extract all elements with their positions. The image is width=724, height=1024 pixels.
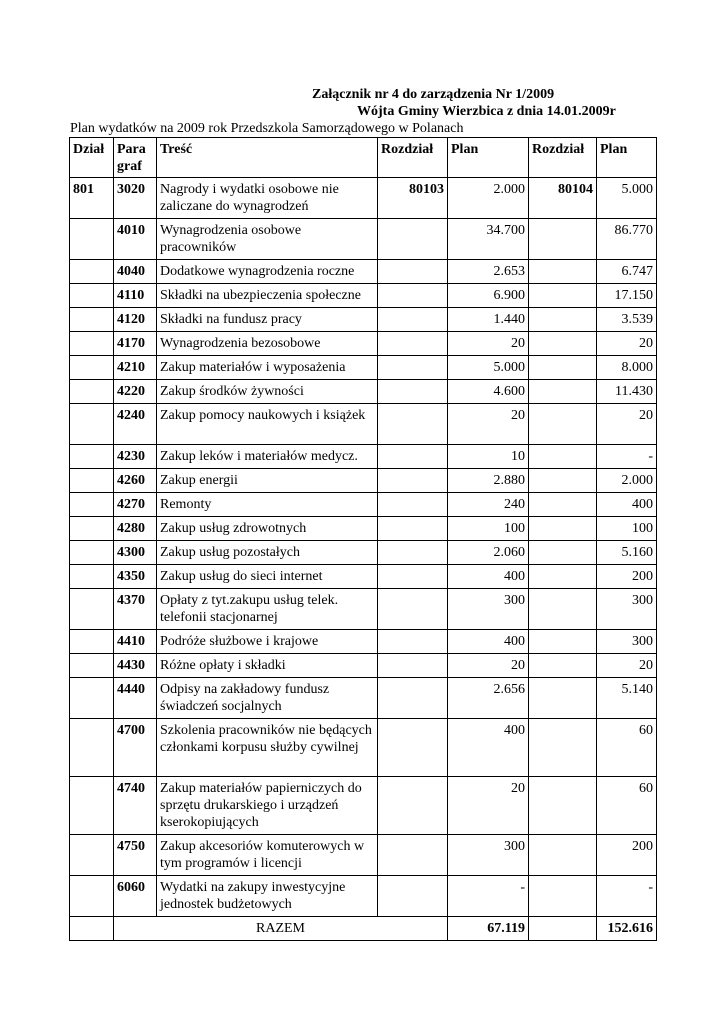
plan-a-cell: 400	[448, 719, 529, 777]
rozdzial-a-cell	[378, 517, 448, 541]
rozdzial-a-cell	[378, 356, 448, 380]
rozdzial-b-cell	[529, 404, 597, 445]
rozdzial-b-cell	[529, 835, 597, 876]
paragraf-cell: 3020	[114, 178, 157, 219]
plan-b-cell: 20	[597, 332, 657, 356]
rozdzial-b-cell	[529, 284, 597, 308]
plan-a-cell: 20	[448, 404, 529, 445]
rozdzial-a-cell	[378, 380, 448, 404]
tresc-cell: Podróże służbowe i krajowe	[157, 630, 378, 654]
plan-a-cell: 400	[448, 630, 529, 654]
rozdzial-a-cell	[378, 565, 448, 589]
plan-a-cell: 10	[448, 445, 529, 469]
total-plan-a: 67.119	[448, 917, 529, 941]
table-row	[70, 517, 657, 541]
dzial-cell	[70, 517, 114, 541]
tresc-cell: Składki na ubezpieczenia społeczne	[157, 284, 378, 308]
rozdzial-b-cell	[529, 630, 597, 654]
tresc-cell: Zakup usług do sieci internet	[157, 565, 378, 589]
plan-b-cell: 400	[597, 493, 657, 517]
rozdzial-b-cell	[529, 332, 597, 356]
paragraf-cell: 4110	[114, 284, 157, 308]
tresc-cell: Wynagrodzenia bezosobowe	[157, 332, 378, 356]
dzial-cell	[70, 541, 114, 565]
plan-b-cell: 300	[597, 630, 657, 654]
col-header-rozdzial-a: Rozdział	[378, 138, 448, 178]
col-header-plan-a: Plan	[448, 138, 529, 178]
tresc-cell: Remonty	[157, 493, 378, 517]
tresc-cell: Zakup środków żywności	[157, 380, 378, 404]
table-header-row	[70, 138, 657, 178]
rozdzial-a-cell	[378, 219, 448, 260]
plan-b-cell: 20	[597, 404, 657, 445]
col-header-plan-b: Plan	[597, 138, 657, 178]
plan-a-cell: 2.000	[448, 178, 529, 219]
plan-a-cell: 400	[448, 565, 529, 589]
rozdzial-b-cell	[529, 469, 597, 493]
col-header-tresc: Treść	[157, 138, 378, 178]
paragraf-cell: 4230	[114, 445, 157, 469]
rozdzial-b-cell	[529, 219, 597, 260]
plan-a-cell: 100	[448, 517, 529, 541]
budget-table	[69, 137, 657, 941]
tresc-cell: Opłaty z tyt.zakupu usług telek. telefonii stacjonarnej	[157, 589, 378, 630]
col-header-dzial: Dział	[70, 138, 114, 178]
total-label: RAZEM	[114, 917, 448, 941]
paragraf-cell: 4260	[114, 469, 157, 493]
rozdzial-b-cell	[529, 678, 597, 719]
rozdzial-a-cell	[378, 876, 448, 917]
dzial-cell	[70, 404, 114, 445]
plan-b-cell: 200	[597, 835, 657, 876]
plan-b-cell: 300	[597, 589, 657, 630]
rozdzial-b-cell	[529, 654, 597, 678]
plan-a-cell: 20	[448, 654, 529, 678]
paragraf-cell: 4170	[114, 332, 157, 356]
rozdzial-a-cell	[378, 654, 448, 678]
dzial-cell	[70, 445, 114, 469]
rozdzial-b-cell	[529, 565, 597, 589]
tresc-cell: Zakup usług pozostałych	[157, 541, 378, 565]
tresc-cell: Składki na fundusz pracy	[157, 308, 378, 332]
table-row	[70, 260, 657, 284]
total-empty-cell	[529, 917, 597, 941]
tresc-cell: Zakup materiałów papierniczych do sprzętu drukarskiego i urządzeń kserokopiujących	[157, 777, 378, 835]
plan-b-cell: 8.000	[597, 356, 657, 380]
plan-a-cell: 2.653	[448, 260, 529, 284]
rozdzial-a-cell	[378, 469, 448, 493]
rozdzial-a-cell	[378, 777, 448, 835]
plan-b-cell: 5.160	[597, 541, 657, 565]
tresc-cell: Dodatkowe wynagrodzenia roczne	[157, 260, 378, 284]
col-header-rozdzial-b: Rozdział	[529, 138, 597, 178]
paragraf-cell: 4740	[114, 777, 157, 835]
paragraf-cell: 6060	[114, 876, 157, 917]
rozdzial-b-cell	[529, 719, 597, 777]
col-header-paragraf: Para graf	[114, 138, 157, 178]
table-row	[70, 541, 657, 565]
dzial-cell	[70, 719, 114, 777]
tresc-cell: Zakup leków i materiałów medycz.	[157, 445, 378, 469]
paragraf-cell: 4120	[114, 308, 157, 332]
rozdzial-b-cell	[529, 308, 597, 332]
table-row	[70, 589, 657, 630]
tresc-cell: Zakup materiałów i wyposażenia	[157, 356, 378, 380]
plan-a-cell: 20	[448, 777, 529, 835]
total-plan-b: 152.616	[597, 917, 657, 941]
rozdzial-b-cell	[529, 380, 597, 404]
rozdzial-b-cell	[529, 445, 597, 469]
table-row	[70, 380, 657, 404]
plan-b-cell: 3.539	[597, 308, 657, 332]
dzial-cell	[70, 284, 114, 308]
paragraf-cell: 4040	[114, 260, 157, 284]
dzial-cell	[70, 260, 114, 284]
rozdzial-a-cell	[378, 332, 448, 356]
dzial-cell	[70, 777, 114, 835]
plan-b-cell: 6.747	[597, 260, 657, 284]
plan-b-cell: 5.140	[597, 678, 657, 719]
tresc-cell: Odpisy na zakładowy fundusz świadczeń socjalnych	[157, 678, 378, 719]
table-row	[70, 332, 657, 356]
dzial-cell	[70, 332, 114, 356]
plan-b-cell: -	[597, 876, 657, 917]
plan-a-cell: 34.700	[448, 219, 529, 260]
plan-b-cell: 60	[597, 719, 657, 777]
rozdzial-a-cell	[378, 493, 448, 517]
rozdzial-b-cell	[529, 589, 597, 630]
paragraf-cell: 4220	[114, 380, 157, 404]
rozdzial-a-cell	[378, 284, 448, 308]
paragraf-cell: 4410	[114, 630, 157, 654]
plan-a-cell: 4.600	[448, 380, 529, 404]
rozdzial-b-cell	[529, 777, 597, 835]
table-row	[70, 777, 657, 835]
rozdzial-a-cell	[378, 308, 448, 332]
plan-a-cell: 2.656	[448, 678, 529, 719]
plan-b-cell: 60	[597, 777, 657, 835]
dzial-cell	[70, 835, 114, 876]
dzial-cell	[70, 308, 114, 332]
dzial-cell	[70, 565, 114, 589]
paragraf-cell: 4700	[114, 719, 157, 777]
paragraf-cell: 4750	[114, 835, 157, 876]
tresc-cell: Zakup akcesoriów komuterowych w tym programów i licencji	[157, 835, 378, 876]
table-row	[70, 493, 657, 517]
header-line-2: Wójta Gminy Wierzbica z dnia 14.01.2009r	[357, 104, 616, 119]
dzial-cell	[70, 678, 114, 719]
rozdzial-b-cell	[529, 260, 597, 284]
dzial-cell	[70, 493, 114, 517]
plan-b-cell: 2.000	[597, 469, 657, 493]
plan-b-cell: 86.770	[597, 219, 657, 260]
table-row	[70, 284, 657, 308]
plan-title: Plan wydatków na 2009 rok Przedszkola Samorządowego w Polanach	[70, 121, 464, 136]
table-row	[70, 654, 657, 678]
dzial-cell	[70, 630, 114, 654]
table-row	[70, 565, 657, 589]
rozdzial-a-cell: 80103	[378, 178, 448, 219]
plan-a-cell: 240	[448, 493, 529, 517]
rozdzial-a-cell	[378, 719, 448, 777]
plan-b-cell: 100	[597, 517, 657, 541]
plan-b-cell: 17.150	[597, 284, 657, 308]
header-line-1: Załącznik nr 4 do zarządzenia Nr 1/2009	[312, 87, 555, 102]
total-row	[70, 917, 657, 941]
tresc-cell: Zakup usług zdrowotnych	[157, 517, 378, 541]
rozdzial-b-cell	[529, 493, 597, 517]
total-empty-cell	[70, 917, 114, 941]
table-row	[70, 404, 657, 445]
dzial-cell	[70, 654, 114, 678]
paragraf-cell: 4350	[114, 565, 157, 589]
dzial-cell	[70, 876, 114, 917]
table-row	[70, 835, 657, 876]
table-row	[70, 356, 657, 380]
rozdzial-a-cell	[378, 630, 448, 654]
plan-a-cell: 300	[448, 835, 529, 876]
paragraf-cell: 4300	[114, 541, 157, 565]
table-row	[70, 308, 657, 332]
rozdzial-a-cell	[378, 835, 448, 876]
plan-b-cell: 11.430	[597, 380, 657, 404]
tresc-cell: Zakup energii	[157, 469, 378, 493]
rozdzial-a-cell	[378, 445, 448, 469]
rozdzial-b-cell	[529, 541, 597, 565]
plan-a-cell: 300	[448, 589, 529, 630]
table-row	[70, 719, 657, 777]
table-row	[70, 219, 657, 260]
dzial-cell	[70, 469, 114, 493]
table-row	[70, 445, 657, 469]
plan-a-cell: 2.060	[448, 541, 529, 565]
table-row	[70, 469, 657, 493]
rozdzial-a-cell	[378, 678, 448, 719]
tresc-cell: Nagrody i wydatki osobowe nie zaliczane do wynagrodzeń	[157, 178, 378, 219]
paragraf-cell: 4280	[114, 517, 157, 541]
tresc-cell: Różne opłaty i składki	[157, 654, 378, 678]
plan-a-cell: 6.900	[448, 284, 529, 308]
plan-b-cell: 20	[597, 654, 657, 678]
tresc-cell: Wydatki na zakupy inwestycyjne jednostek budżetowych	[157, 876, 378, 917]
plan-b-cell: 200	[597, 565, 657, 589]
plan-a-cell: -	[448, 876, 529, 917]
rozdzial-a-cell	[378, 541, 448, 565]
paragraf-cell: 4240	[114, 404, 157, 445]
tresc-cell: Szkolenia pracowników nie będących członkami korpusu służby cywilnej	[157, 719, 378, 777]
tresc-cell: Wynagrodzenia osobowe pracowników	[157, 219, 378, 260]
paragraf-cell: 4270	[114, 493, 157, 517]
rozdzial-b-cell	[529, 356, 597, 380]
table-row	[70, 630, 657, 654]
plan-a-cell: 2.880	[448, 469, 529, 493]
plan-a-cell: 20	[448, 332, 529, 356]
dzial-cell	[70, 589, 114, 630]
paragraf-cell: 4370	[114, 589, 157, 630]
paragraf-cell: 4010	[114, 219, 157, 260]
dzial-cell	[70, 356, 114, 380]
table-row	[70, 876, 657, 917]
plan-b-cell: 5.000	[597, 178, 657, 219]
table-row	[70, 678, 657, 719]
plan-a-cell: 5.000	[448, 356, 529, 380]
rozdzial-b-cell: 80104	[529, 178, 597, 219]
tresc-cell: Zakup pomocy naukowych i książek	[157, 404, 378, 445]
dzial-cell	[70, 380, 114, 404]
rozdzial-b-cell	[529, 876, 597, 917]
rozdzial-b-cell	[529, 517, 597, 541]
plan-b-cell: -	[597, 445, 657, 469]
table-row	[70, 178, 657, 219]
plan-a-cell: 1.440	[448, 308, 529, 332]
rozdzial-a-cell	[378, 404, 448, 445]
rozdzial-a-cell	[378, 589, 448, 630]
dzial-cell: 801	[70, 178, 114, 219]
paragraf-cell: 4430	[114, 654, 157, 678]
paragraf-cell: 4210	[114, 356, 157, 380]
dzial-cell	[70, 219, 114, 260]
paragraf-cell: 4440	[114, 678, 157, 719]
rozdzial-a-cell	[378, 260, 448, 284]
